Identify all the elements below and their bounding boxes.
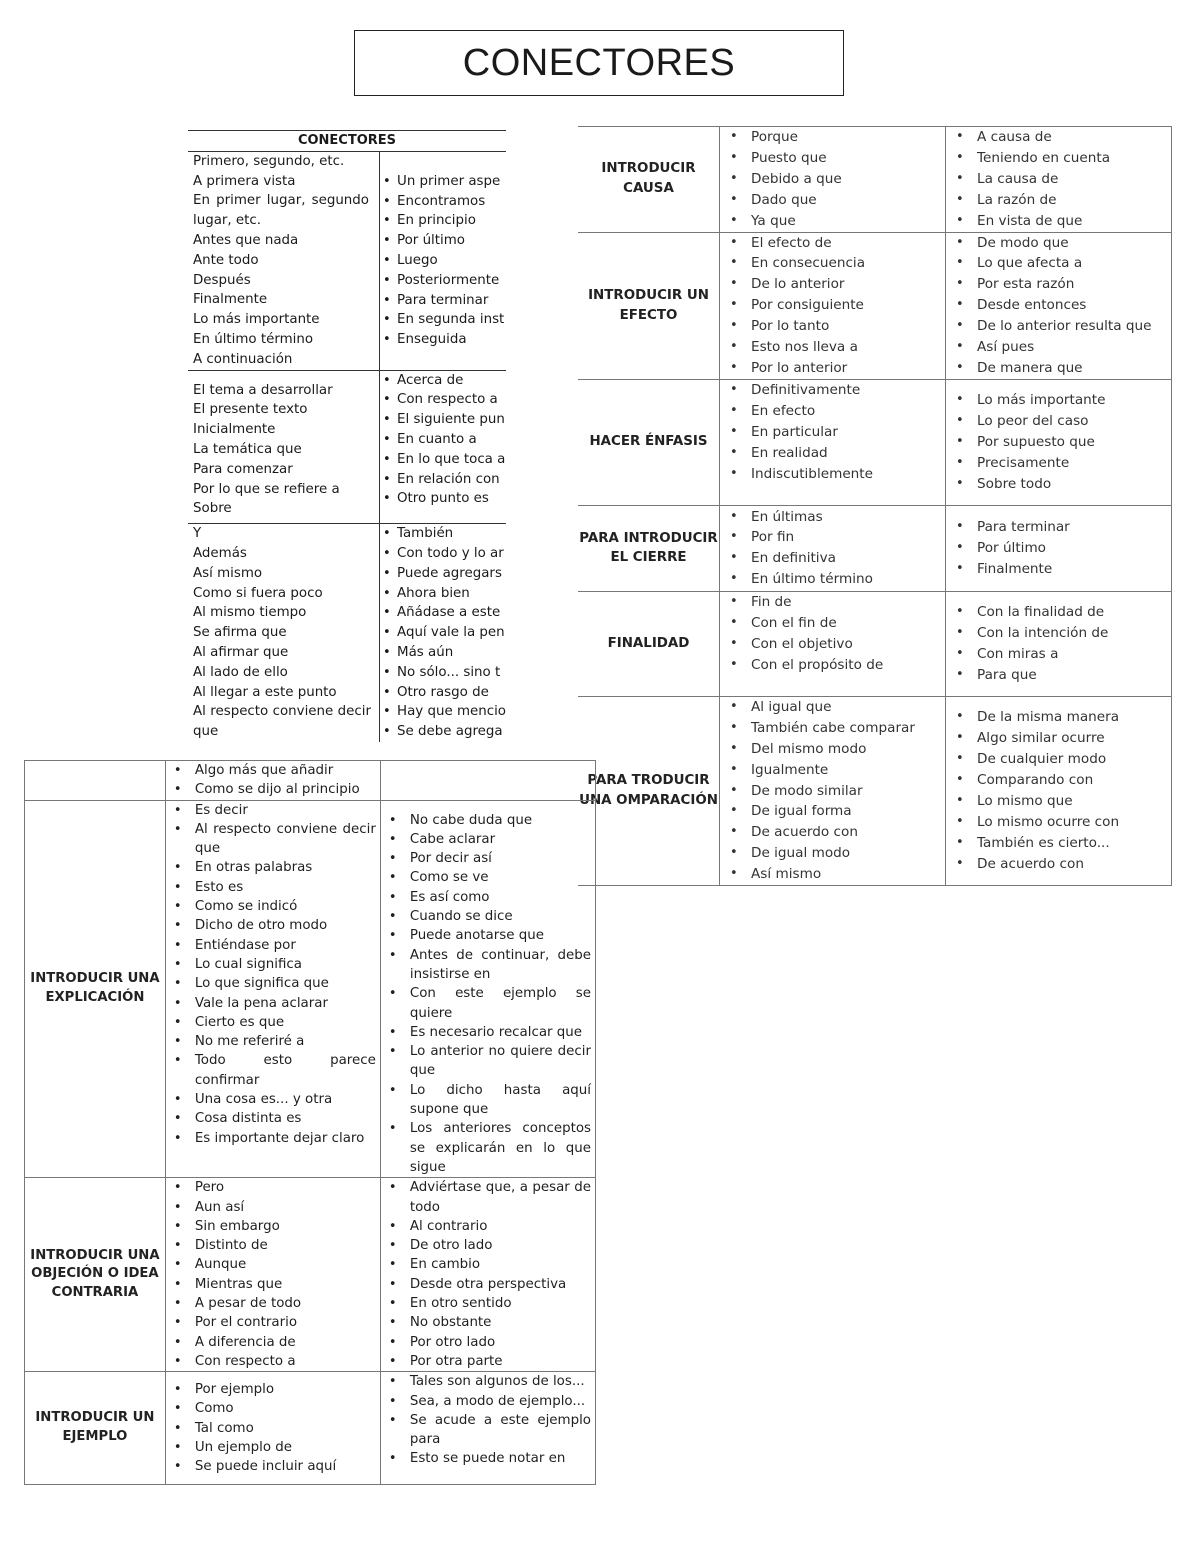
list-item: • Desde entonces <box>946 295 1171 316</box>
category-label: PARA INTRODUCIR EL CIERRE <box>578 505 720 591</box>
list-item: • Al contrario <box>381 1217 591 1236</box>
list-item: • Adviértase que, a pesar de todo <box>381 1178 591 1217</box>
list-item: En último término <box>193 331 314 347</box>
list-item: • Para que <box>946 665 1171 686</box>
list-item: • Cierto es que <box>166 1013 376 1032</box>
list-item: • Se acude a este ejemplo para <box>381 1411 591 1450</box>
list-item: • Precisamente <box>946 453 1171 474</box>
list-item: • También es cierto... <box>946 833 1171 854</box>
list-item: • Sin embargo <box>166 1217 376 1236</box>
list-item: • Dado que <box>720 190 945 211</box>
table-a-group-addition <box>188 524 506 742</box>
list-item: • Lo que afecta a <box>946 253 1171 274</box>
connector-list-1 <box>720 232 946 379</box>
list-item: • A diferencia de <box>166 1333 376 1352</box>
list-item: • En cuanto a <box>380 430 506 450</box>
list-item: Ante todo <box>193 252 259 268</box>
list-item: • De igual forma <box>720 801 945 822</box>
list-item: • La razón de <box>946 190 1171 211</box>
category-label <box>25 761 166 801</box>
connectors-table-b <box>578 126 1172 886</box>
list-item: • En definitiva <box>720 548 945 569</box>
category-label: INTRODUCIR UNA OBJECIÓN O IDEA CONTRARIA <box>25 1178 166 1372</box>
list-item: • Lo cual significa <box>166 955 376 974</box>
list-item: • Tales son algunos de los... <box>381 1372 591 1391</box>
list-item: • Cosa distinta es <box>166 1109 376 1128</box>
list-item: • Tal como <box>166 1419 376 1438</box>
list-item: • Al igual que <box>720 697 945 718</box>
list-item: • Indiscutiblemente <box>720 464 945 485</box>
page-title: CONECTORES <box>354 30 844 96</box>
list-item: Al llegar a este punto <box>193 684 337 700</box>
list-item: • Un primer aspe <box>380 172 506 192</box>
list-item: • Como se dijo al principio <box>166 780 376 799</box>
list-item: • Enseguida <box>380 330 506 350</box>
list-item: • Es decir <box>166 801 376 820</box>
connector-list-1 <box>720 591 946 696</box>
list-item: • En cambio <box>381 1255 591 1274</box>
list-item: • Debido a que <box>720 169 945 190</box>
list-item: • Una cosa es... y otra <box>166 1090 376 1109</box>
table-row <box>25 800 596 1178</box>
list-item: • Para terminar <box>946 517 1171 538</box>
list-item: • Añádase a este <box>380 603 506 623</box>
list-item: • Por consiguiente <box>720 295 945 316</box>
list-item: • De modo que <box>946 233 1171 254</box>
list-item: • También <box>380 524 506 544</box>
list-item: • El siguiente pun <box>380 410 506 430</box>
list-item: • Con el propósito de <box>720 655 945 676</box>
table-a-group-order <box>188 151 506 370</box>
table-row <box>25 1178 596 1372</box>
list-item: • En segunda inst <box>380 310 506 330</box>
list-item: • El efecto de <box>720 233 945 254</box>
list-item: Para comenzar <box>193 461 293 477</box>
list-item: • De igual modo <box>720 843 945 864</box>
table-a-group1-right <box>380 151 506 370</box>
list-item: • Acerca de <box>380 371 506 391</box>
list-item: • Por decir así <box>381 849 591 868</box>
list-item: • En principio <box>380 211 506 231</box>
list-item: Y <box>193 526 202 542</box>
list-item: • Otro punto es <box>380 489 506 509</box>
list-item: El presente texto <box>193 402 308 418</box>
connector-list-1 <box>165 1178 380 1372</box>
list-item: Inicialmente <box>193 422 276 438</box>
list-item: • Cuando se dice <box>381 907 591 926</box>
list-item: • Lo mismo ocurre con <box>946 812 1171 833</box>
table-row <box>25 1372 596 1485</box>
connector-list-1 <box>165 800 380 1178</box>
list-item: • De acuerdo con <box>720 822 945 843</box>
list-item: Al lado de ello <box>193 664 288 680</box>
table-row <box>578 379 1172 505</box>
list-item: • Por esta razón <box>946 274 1171 295</box>
connector-list-2 <box>946 696 1172 885</box>
category-label: INTRODUCIR UN EJEMPLO <box>25 1372 166 1485</box>
list-item: • Por otro lado <box>381 1333 591 1352</box>
list-item: • Finalmente <box>946 559 1171 580</box>
list-item: • En relación con <box>380 470 506 490</box>
list-item: • Lo más importante <box>946 390 1171 411</box>
list-item: • En lo que toca a <box>380 450 506 470</box>
connector-list-1 <box>720 505 946 591</box>
connector-list-1 <box>165 761 380 801</box>
list-item: Lo más importante <box>193 312 320 328</box>
list-item: • En último término <box>720 569 945 590</box>
table-a-group2-left <box>188 370 380 524</box>
list-item: • Aunque <box>166 1255 376 1274</box>
list-item: • Luego <box>380 251 506 271</box>
list-item: • Así pues <box>946 337 1171 358</box>
list-item: • Definitivamente <box>720 380 945 401</box>
list-item: A continuación <box>193 351 293 367</box>
list-item: En primer lugar, segundo lugar, etc. <box>193 193 369 229</box>
connector-list-1 <box>165 1372 380 1485</box>
list-item: • Un ejemplo de <box>166 1438 376 1457</box>
list-item: • Sea, a modo de ejemplo... <box>381 1392 591 1411</box>
list-item: • Esto se puede notar en <box>381 1449 591 1468</box>
list-item: • En otras palabras <box>166 858 376 877</box>
list-item: • Puede agregars <box>380 564 506 584</box>
list-item: • Como se ve <box>381 868 591 887</box>
connector-list-2 <box>946 232 1172 379</box>
list-item: • Con todo y lo ar <box>380 544 506 564</box>
list-item: • Con el fin de <box>720 613 945 634</box>
list-item: • Con este ejemplo se quiere <box>381 984 591 1023</box>
list-item: • Por fin <box>720 527 945 548</box>
category-label: PARA TRODUCIR UNA OMPARACIÓN <box>578 696 720 885</box>
connector-list-2 <box>380 800 595 1178</box>
list-item: Se afirma que <box>193 625 287 641</box>
category-label: INTRODUCIR CAUSA <box>578 127 720 233</box>
list-item: Además <box>193 545 247 561</box>
connector-list-1 <box>720 696 946 885</box>
connector-list-1 <box>720 379 946 505</box>
list-item: • Cabe aclarar <box>381 830 591 849</box>
list-item: Al respecto conviene decir que <box>193 704 371 740</box>
list-item: • Se debe agrega <box>380 722 506 742</box>
list-item: • En últimas <box>720 507 945 528</box>
list-item: Al afirmar que <box>193 644 289 660</box>
list-item: • Aun así <box>166 1198 376 1217</box>
list-item: • A causa de <box>946 127 1171 148</box>
list-item: • En particular <box>720 422 945 443</box>
list-item: Sobre <box>193 501 232 517</box>
list-item: • De la misma manera <box>946 707 1171 728</box>
category-label: FINALIDAD <box>578 591 720 696</box>
table-row <box>578 696 1172 885</box>
list-item: Después <box>193 272 251 288</box>
list-item: • Porque <box>720 127 945 148</box>
table-a-group-topic <box>188 370 506 524</box>
list-item: • Con la intención de <box>946 623 1171 644</box>
list-item: • Con la finalidad de <box>946 602 1171 623</box>
list-item: • Mientras que <box>166 1275 376 1294</box>
list-item: • Por el contrario <box>166 1313 376 1332</box>
list-item: • Posteriormente <box>380 271 506 291</box>
list-item: • Comparando con <box>946 770 1171 791</box>
table-row <box>578 127 1172 233</box>
list-item: A primera vista <box>193 173 296 189</box>
table-a-group1-left <box>188 151 380 370</box>
list-item: • Puesto que <box>720 148 945 169</box>
list-item: • Por último <box>380 231 506 251</box>
list-item: • Del mismo modo <box>720 739 945 760</box>
list-item: • De manera que <box>946 358 1171 379</box>
list-item: • En otro sentido <box>381 1294 591 1313</box>
list-item: • Al respecto conviene decir que <box>166 820 376 859</box>
list-item: • Encontramos <box>380 192 506 212</box>
list-item: • Aquí vale la pen <box>380 623 506 643</box>
connector-list-2 <box>380 761 595 801</box>
connector-list-2 <box>946 379 1172 505</box>
list-item: • También cabe comparar <box>720 718 945 739</box>
list-item: • Con el objetivo <box>720 634 945 655</box>
list-item: • En vista de que <box>946 211 1171 232</box>
list-item: • Más aún <box>380 643 506 663</box>
list-item: • Teniendo en cuenta <box>946 148 1171 169</box>
list-item: Como si fuera poco <box>193 585 323 601</box>
list-item: • La causa de <box>946 169 1171 190</box>
list-item: • Algo más que añadir <box>166 761 376 780</box>
connector-list-2 <box>946 127 1172 233</box>
list-item: • No obstante <box>381 1313 591 1332</box>
list-item: • Lo que significa que <box>166 974 376 993</box>
table-a-header: CONECTORES <box>188 131 506 152</box>
list-item: Antes que nada <box>193 232 299 248</box>
category-label: INTRODUCIR UN EFECTO <box>578 232 720 379</box>
list-item: • En efecto <box>720 401 945 422</box>
list-item: • Así mismo <box>720 864 945 885</box>
list-item: • Lo mismo que <box>946 791 1171 812</box>
list-item: • Todo esto parece confirmar <box>166 1051 376 1090</box>
list-item: • Por último <box>946 538 1171 559</box>
list-item: • De lo anterior resulta que <box>946 316 1171 337</box>
connector-list-2 <box>946 591 1172 696</box>
list-item: Al mismo tiempo <box>193 605 307 621</box>
list-item: • Fin de <box>720 592 945 613</box>
list-item: • Esto es <box>166 878 376 897</box>
list-item: Finalmente <box>193 292 268 308</box>
list-item: • Otro rasgo de <box>380 683 506 703</box>
list-item: • Lo anterior no quiere decir que <box>381 1042 591 1081</box>
list-item: • Lo dicho hasta aquí supone que <box>381 1081 591 1120</box>
list-item: • Algo similar ocurre <box>946 728 1171 749</box>
category-label: HACER ÉNFASIS <box>578 379 720 505</box>
list-item: • No cabe duda que <box>381 811 591 830</box>
list-item: • Como se indicó <box>166 897 376 916</box>
list-item: Por lo que se refiere a <box>193 481 340 497</box>
table-row <box>578 232 1172 379</box>
list-item: • No sólo... sino t <box>380 663 506 683</box>
connector-list-2 <box>380 1178 595 1372</box>
list-item: • Con respecto a <box>166 1352 376 1371</box>
list-item: • Vale la pena aclarar <box>166 994 376 1013</box>
connector-list-1 <box>720 127 946 233</box>
table-row <box>578 591 1172 696</box>
list-item: • Desde otra perspectiva <box>381 1275 591 1294</box>
list-item: • Esto nos lleva a <box>720 337 945 358</box>
connectors-table-c <box>24 760 596 1485</box>
list-item: • Es así como <box>381 888 591 907</box>
table-a-group2-right <box>380 370 506 524</box>
list-item: • En realidad <box>720 443 945 464</box>
list-item: • De cualquier modo <box>946 749 1171 770</box>
table-row <box>25 761 596 801</box>
list-item: • Con respecto a <box>380 390 506 410</box>
list-item: • Es necesario recalcar que <box>381 1023 591 1042</box>
list-item: La temática que <box>193 441 302 457</box>
list-item: • Como <box>166 1399 376 1418</box>
list-item: • Ya que <box>720 211 945 232</box>
list-item: • De otro lado <box>381 1236 591 1255</box>
list-item: • Para terminar <box>380 291 506 311</box>
category-label: INTRODUCIR UNA EXPLICACIÓN <box>25 800 166 1178</box>
list-item: • De acuerdo con <box>946 854 1171 875</box>
list-item: • De lo anterior <box>720 274 945 295</box>
list-item: • Por lo tanto <box>720 316 945 337</box>
list-item: • En consecuencia <box>720 253 945 274</box>
table-a-group3-left <box>188 524 380 742</box>
list-item: • Sobre todo <box>946 474 1171 495</box>
connector-list-2 <box>380 1372 595 1485</box>
table-a-group3-right <box>380 524 506 742</box>
list-item: • Puede anotarse que <box>381 926 591 945</box>
list-item: Así mismo <box>193 565 263 581</box>
list-item: • Con miras a <box>946 644 1171 665</box>
connectors-table-a <box>188 130 506 742</box>
list-item: • No me referiré a <box>166 1032 376 1051</box>
list-item: • Igualmente <box>720 760 945 781</box>
list-item: • Por ejemplo <box>166 1380 376 1399</box>
list-item: • Es importante dejar claro <box>166 1129 376 1148</box>
list-item: • Lo peor del caso <box>946 411 1171 432</box>
list-item: • Pero <box>166 1178 376 1197</box>
list-item: • A pesar de todo <box>166 1294 376 1313</box>
list-item: • Por otra parte <box>381 1352 591 1371</box>
list-item: • Distinto de <box>166 1236 376 1255</box>
list-item: • Dicho de otro modo <box>166 916 376 935</box>
list-item: • De modo similar <box>720 781 945 802</box>
list-item: • Ahora bien <box>380 584 506 604</box>
list-item: • Los anteriores conceptos se explicarán en lo que sigue <box>381 1119 591 1177</box>
list-item: El tema a desarrollar <box>193 382 333 398</box>
list-item: • Se puede incluir aquí <box>166 1457 376 1476</box>
list-item: • Por supuesto que <box>946 432 1171 453</box>
list-item: • Entiéndase por <box>166 936 376 955</box>
list-item: Primero, segundo, etc. <box>193 153 345 169</box>
list-item: • Por lo anterior <box>720 358 945 379</box>
connector-list-2 <box>946 505 1172 591</box>
list-item: • Antes de continuar, debe insistirse en <box>381 946 591 985</box>
table-row <box>578 505 1172 591</box>
list-item: • Hay que mencio <box>380 702 506 722</box>
